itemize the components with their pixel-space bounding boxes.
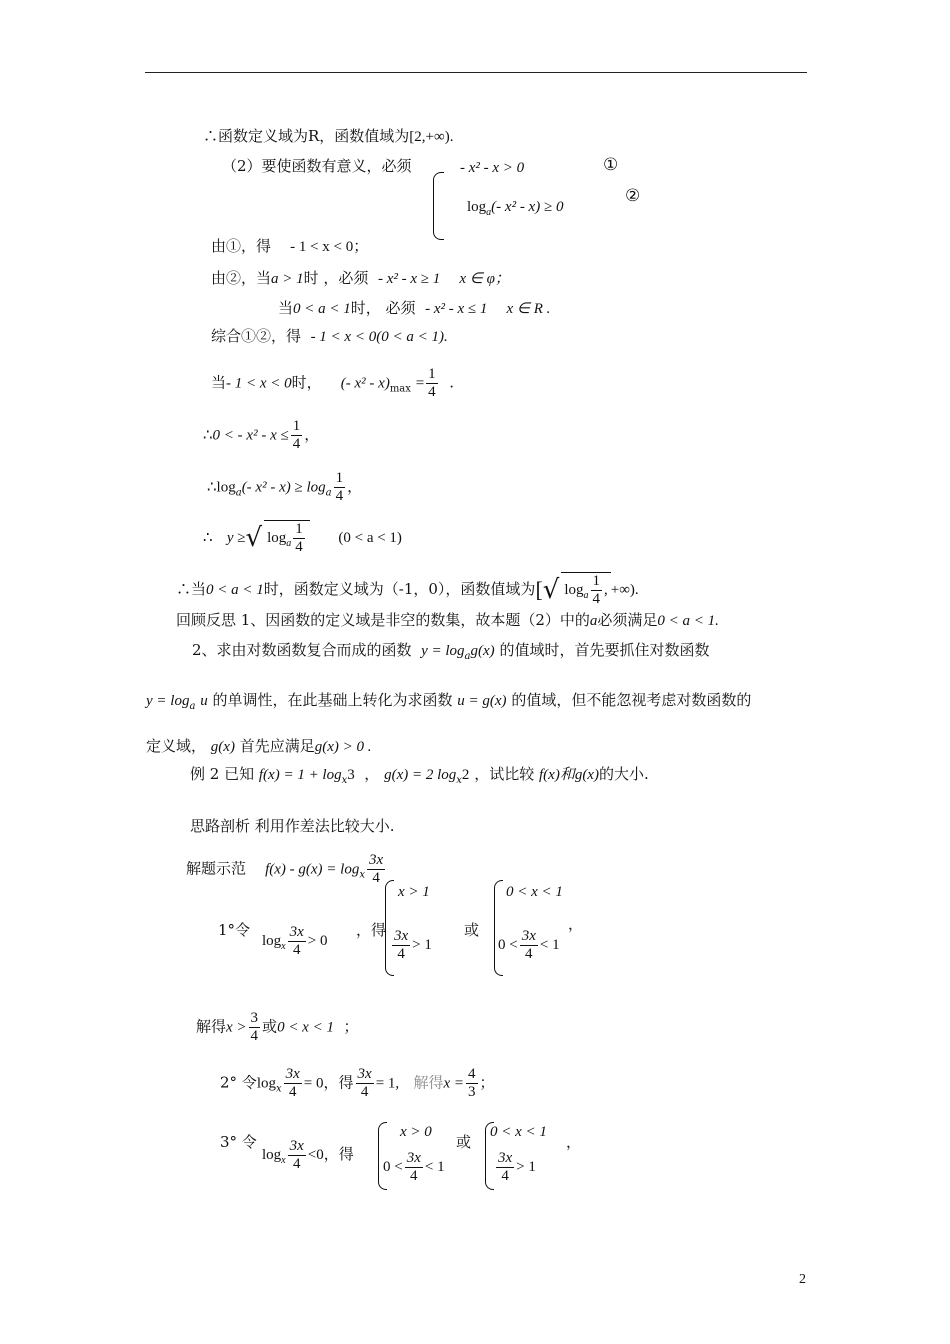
from2-math1: a > 1 xyxy=(271,271,304,287)
case2-eq2: = 1, xyxy=(375,1075,400,1092)
ex2-g-tail: 2 xyxy=(461,767,470,783)
ex2-f-base: x xyxy=(341,775,348,786)
conclusion-line xyxy=(176,572,639,608)
from2b-math2: - x² - x ≤ 1 xyxy=(425,301,488,317)
sqrt-icon: √ xyxy=(542,575,560,605)
point2b-u: u xyxy=(200,693,208,709)
case1-sys1a xyxy=(398,882,430,902)
from2-math3: x ∈ φ； xyxy=(459,271,510,287)
domain-range: [2,+∞). xyxy=(409,129,454,145)
when-sub: max xyxy=(389,383,411,395)
case1-sys2b-pre: 0 < xyxy=(498,936,518,953)
conclusion-math: 0 < a < 1 xyxy=(206,582,264,598)
solution-line xyxy=(186,852,387,887)
cond2-base: a xyxy=(486,207,492,218)
review-a: a xyxy=(589,613,598,629)
frac-num: 1 xyxy=(295,521,303,537)
fraction-3x-4 xyxy=(356,1066,374,1101)
point2-gx: g(x) xyxy=(470,643,495,659)
point2c-line xyxy=(146,736,372,757)
case3-sys1a xyxy=(400,1122,432,1142)
review-text2: 必须满足 xyxy=(597,611,658,629)
ex2-label: 例 2 已知 xyxy=(190,765,255,783)
ineq3-y: y ≥ xyxy=(226,530,246,546)
when-text: 当 xyxy=(211,373,227,392)
case2-log: log xyxy=(256,1075,276,1092)
mark-2: ② xyxy=(625,186,641,206)
part2-intro xyxy=(222,156,412,176)
case1-label: 1°令 xyxy=(218,921,251,939)
condition-2 xyxy=(467,197,563,223)
case3-sys1b-post: < 1 xyxy=(424,1158,445,1175)
frac-num: 3x xyxy=(289,924,304,940)
frac-num: 3x xyxy=(498,1150,513,1166)
point2-base: a xyxy=(464,651,471,662)
therefore-symbol: ∴ xyxy=(207,477,217,496)
condition-1 xyxy=(460,158,524,178)
point2c-text1: 定义域， xyxy=(146,737,207,755)
review-line xyxy=(176,610,719,631)
case2-label: 2° 令 xyxy=(220,1073,257,1092)
frac-num: 3 xyxy=(250,1010,259,1026)
point2-math1: y = log xyxy=(421,643,465,659)
fraction-3x-4 xyxy=(392,928,410,963)
ineq2-base2: a xyxy=(325,487,332,499)
frac-den: 4 xyxy=(501,1168,509,1184)
point2b-text2: 的值域，但不能忽视考虑对数函数的 xyxy=(511,691,752,709)
point2c-text2: 首先应满足 xyxy=(239,737,315,755)
solve1-text: 解得 xyxy=(196,1017,227,1036)
ineq3-cond: (0 < a < 1) xyxy=(338,530,402,546)
point2c-math2: g(x) > 0 . xyxy=(314,739,372,755)
case3-base: x xyxy=(281,1154,286,1166)
case3-sys2b xyxy=(494,1150,536,1185)
ex2-g: g(x) = 2 log xyxy=(384,767,457,783)
system-brace xyxy=(433,172,444,240)
cond2-log: log xyxy=(467,199,487,215)
when-expr: (- x² - x) xyxy=(340,375,390,392)
fraction-1-4 xyxy=(334,470,346,505)
case3-expr xyxy=(262,1138,354,1173)
case3-comma: ， xyxy=(566,1133,582,1151)
case3-sys1b-pre: 0 < xyxy=(383,1158,403,1175)
cond2-expr: (- x² - x) ≥ 0 xyxy=(491,199,564,215)
header-rule xyxy=(145,72,807,73)
combine-math: - 1 < x < 0(0 < a < 1). xyxy=(310,329,448,345)
case3-ineq: <0，得 xyxy=(307,1146,354,1163)
conclusion-text1: ∴当 xyxy=(176,580,207,598)
frac-den: 4 xyxy=(335,488,344,504)
frac-den: 4 xyxy=(525,946,533,962)
case1-sys2b-post: < 1 xyxy=(539,936,560,953)
frac-den: 4 xyxy=(292,436,301,452)
frac-den: 4 xyxy=(250,1028,259,1044)
fraction-3-4 xyxy=(249,1010,261,1045)
fraction-3x-4 xyxy=(520,928,538,963)
solution-label: 解题示范 xyxy=(186,859,247,878)
frac-num: 3x xyxy=(289,1138,304,1154)
case2-base: x xyxy=(275,1083,282,1095)
bracket-icon: [ xyxy=(535,577,543,602)
case3-label: 3° 令 xyxy=(220,1133,257,1151)
from2b-text1: 当 xyxy=(278,299,294,317)
case2-eq: = 0 xyxy=(303,1075,324,1092)
point2b-math2: u = g(x) xyxy=(457,693,507,709)
point2b-text: 的单调性，在此基础上转化为求函数 xyxy=(212,691,453,709)
frac-num: 3x xyxy=(285,1066,300,1082)
semicolon: ； xyxy=(343,1017,359,1036)
from2b-math1: 0 < a < 1 xyxy=(293,301,351,317)
case2-get: ，得 xyxy=(323,1073,354,1092)
case3-sys2b-math: > 1 xyxy=(516,1158,536,1175)
solution-math: f(x) - g(x) = log xyxy=(265,861,360,878)
sqrt-base: a xyxy=(286,537,292,549)
example2-line xyxy=(190,764,649,791)
ineq2-log: log xyxy=(216,479,236,496)
frac-den: 4 xyxy=(295,539,303,555)
from1-text: 由①，得 xyxy=(211,237,272,255)
sqrt-icon: √ xyxy=(245,523,263,553)
frac-num: 1 xyxy=(335,470,344,486)
case3-sys2a-math: 0 < x < 1 xyxy=(490,1124,547,1140)
ineq2-base: a xyxy=(235,487,242,499)
frac-den: 4 xyxy=(428,384,436,400)
solve1-or: 或 xyxy=(262,1017,278,1036)
case1-sys2b xyxy=(498,928,560,963)
from2b-text2: 时， 必须 xyxy=(350,299,416,317)
solve1-line xyxy=(196,1010,359,1045)
analysis-line: 思路剖析 利用作差法比较大小. xyxy=(190,817,395,835)
fraction-3x-4 xyxy=(496,1150,514,1185)
case2-solve: 解得 xyxy=(413,1073,444,1092)
point2b-base: a xyxy=(189,701,196,712)
from2-text1: 由②，当 xyxy=(211,269,272,287)
fraction-1-4 xyxy=(426,366,438,401)
case3-sys1a-math: x > 0 xyxy=(400,1124,432,1140)
dot: . xyxy=(449,373,454,392)
from2-text2: 时 ，必须 xyxy=(303,269,369,287)
frac-den: 4 xyxy=(288,1084,297,1100)
frac-num: 4 xyxy=(468,1066,476,1082)
from1-math: - 1 < x < 0； xyxy=(290,239,369,255)
ex2-f-tail: 3 xyxy=(347,767,355,783)
from2-line xyxy=(211,268,510,289)
point2-text2: 的值域时，首先要抓住对数函数 xyxy=(499,641,710,659)
case1-get: ，得 xyxy=(356,921,387,939)
point2c-math1: g(x) xyxy=(210,739,235,755)
mark-1: ① xyxy=(603,155,619,175)
frac-num: 3x xyxy=(521,928,536,944)
from2-math2: - x² - x ≥ 1 xyxy=(377,271,441,287)
solve1-math-a: x > xyxy=(226,1019,247,1036)
frac-num: 3x xyxy=(357,1066,372,1082)
frac-den: 4 xyxy=(292,1156,301,1172)
case1-log: log xyxy=(262,932,282,949)
solve1-math-b: 0 < x < 1 xyxy=(277,1019,334,1036)
ex2-g-base: x xyxy=(456,775,462,786)
frac-num: 3x xyxy=(394,928,409,944)
fraction-4-3 xyxy=(466,1066,478,1101)
solution-base: x xyxy=(359,869,365,881)
page-number: 2 xyxy=(799,1272,806,1287)
frac-den: 3 xyxy=(468,1084,476,1100)
case1-sys1a-math: x > 1 xyxy=(398,884,430,900)
condition-1-math: - x² - x > 0 xyxy=(460,160,525,176)
part2-intro-text: （2）要使函数有意义，必须 xyxy=(222,157,412,175)
conclusion-text2: 时，函数定义域为（-1，0），函数值域为 xyxy=(263,580,536,598)
ineq3-line xyxy=(203,520,402,556)
max-line xyxy=(211,366,454,401)
ineq1-math: 0 < - x² - x ≤ xyxy=(212,427,289,444)
frac-den: 4 xyxy=(292,942,301,958)
frac-den: 4 xyxy=(592,591,601,607)
review-text: 回顾反思 1、因函数的定义域是非空的数集，故本题（2）中的 xyxy=(176,611,590,629)
case2-x: x = xyxy=(443,1075,465,1092)
therefore-symbol: ∴ xyxy=(203,528,213,546)
point2-text1: 2、求由对数函数复合而成的函数 xyxy=(192,641,412,659)
fraction-3x-4 xyxy=(405,1150,423,1185)
semicolon: ； xyxy=(479,1073,495,1092)
fraction-3x-4 xyxy=(288,924,306,959)
case1-base: x xyxy=(281,940,286,952)
conclusion-tail: +∞). xyxy=(610,582,639,598)
sqrt-base: a xyxy=(583,589,589,601)
ex2-tail: 的大小. xyxy=(598,765,649,783)
point2-line xyxy=(192,640,709,667)
comma: ， xyxy=(304,425,320,444)
case1-sys2a-math: 0 < x < 1 xyxy=(506,884,563,900)
domain-line xyxy=(203,126,453,147)
frac-num: 1 xyxy=(592,573,601,589)
case1-sys1b-math: > 1 xyxy=(412,936,432,953)
from2b-line xyxy=(278,298,550,319)
case1-sys2a xyxy=(506,882,563,902)
sqrt-log: log xyxy=(564,581,584,598)
from1-line xyxy=(211,236,368,257)
frac-num: 1 xyxy=(428,366,436,382)
ineq1-line xyxy=(203,418,319,453)
fraction-3x-4 xyxy=(367,852,385,887)
point2b-line xyxy=(146,690,751,717)
sqrt-body: $\log_a$ $\frac{1}{4}$ , xyxy=(561,572,610,608)
case2-line xyxy=(220,1066,495,1101)
case1-expr xyxy=(262,924,328,959)
frac-num: 3x xyxy=(406,1150,421,1166)
case1-ineq: > 0 xyxy=(307,932,328,949)
frac-num: 3x xyxy=(368,852,384,868)
when-math: - 1 < x < 0 xyxy=(226,375,292,392)
frac-den: 4 xyxy=(410,1168,418,1184)
ineq2-expr: (- x² - x) ≥ log xyxy=(241,479,326,496)
frac-den: 4 xyxy=(372,870,380,886)
ex2-text: ，试比较 xyxy=(474,765,535,783)
sqrt-body xyxy=(264,520,310,556)
ineq2-line xyxy=(207,470,362,505)
review-math: 0 < a < 1. xyxy=(657,613,719,629)
case3-log: log xyxy=(262,1146,282,1163)
ex2-f: f(x) = 1 + log xyxy=(258,767,342,783)
frac-den: 4 xyxy=(360,1084,369,1100)
fraction-3x-4 xyxy=(288,1138,306,1173)
comma: ， xyxy=(347,477,363,496)
when-eq: = xyxy=(415,375,425,392)
domain-text: ∴函数定义域为R，函数值域为 xyxy=(203,127,410,145)
case1-comma: ， xyxy=(568,915,584,933)
fraction-1-4 xyxy=(591,573,603,608)
from2b-math3: x ∈ R . xyxy=(506,301,551,317)
case3-sys1b xyxy=(383,1150,445,1185)
when-text2: 时， xyxy=(291,373,322,392)
ex2-compare: f(x)和g(x) xyxy=(539,767,599,783)
combine-line xyxy=(211,326,448,347)
combine-text: 综合①②，得 xyxy=(211,327,302,345)
case1-or: 或 xyxy=(464,921,480,939)
case3-or: 或 xyxy=(456,1133,472,1151)
point2b-math: y = log xyxy=(146,693,190,709)
fraction-3x-4 xyxy=(284,1066,302,1101)
case1-sys1b xyxy=(390,928,432,963)
therefore-symbol: ∴ xyxy=(203,425,213,444)
sqrt-log: log xyxy=(267,529,287,546)
frac-den: 4 xyxy=(397,946,405,962)
fraction-1-4 xyxy=(291,418,303,453)
frac-num: 1 xyxy=(292,418,301,434)
comma: ， xyxy=(364,765,380,783)
fraction-1-4 xyxy=(293,521,305,556)
case3-sys2a xyxy=(490,1122,547,1142)
